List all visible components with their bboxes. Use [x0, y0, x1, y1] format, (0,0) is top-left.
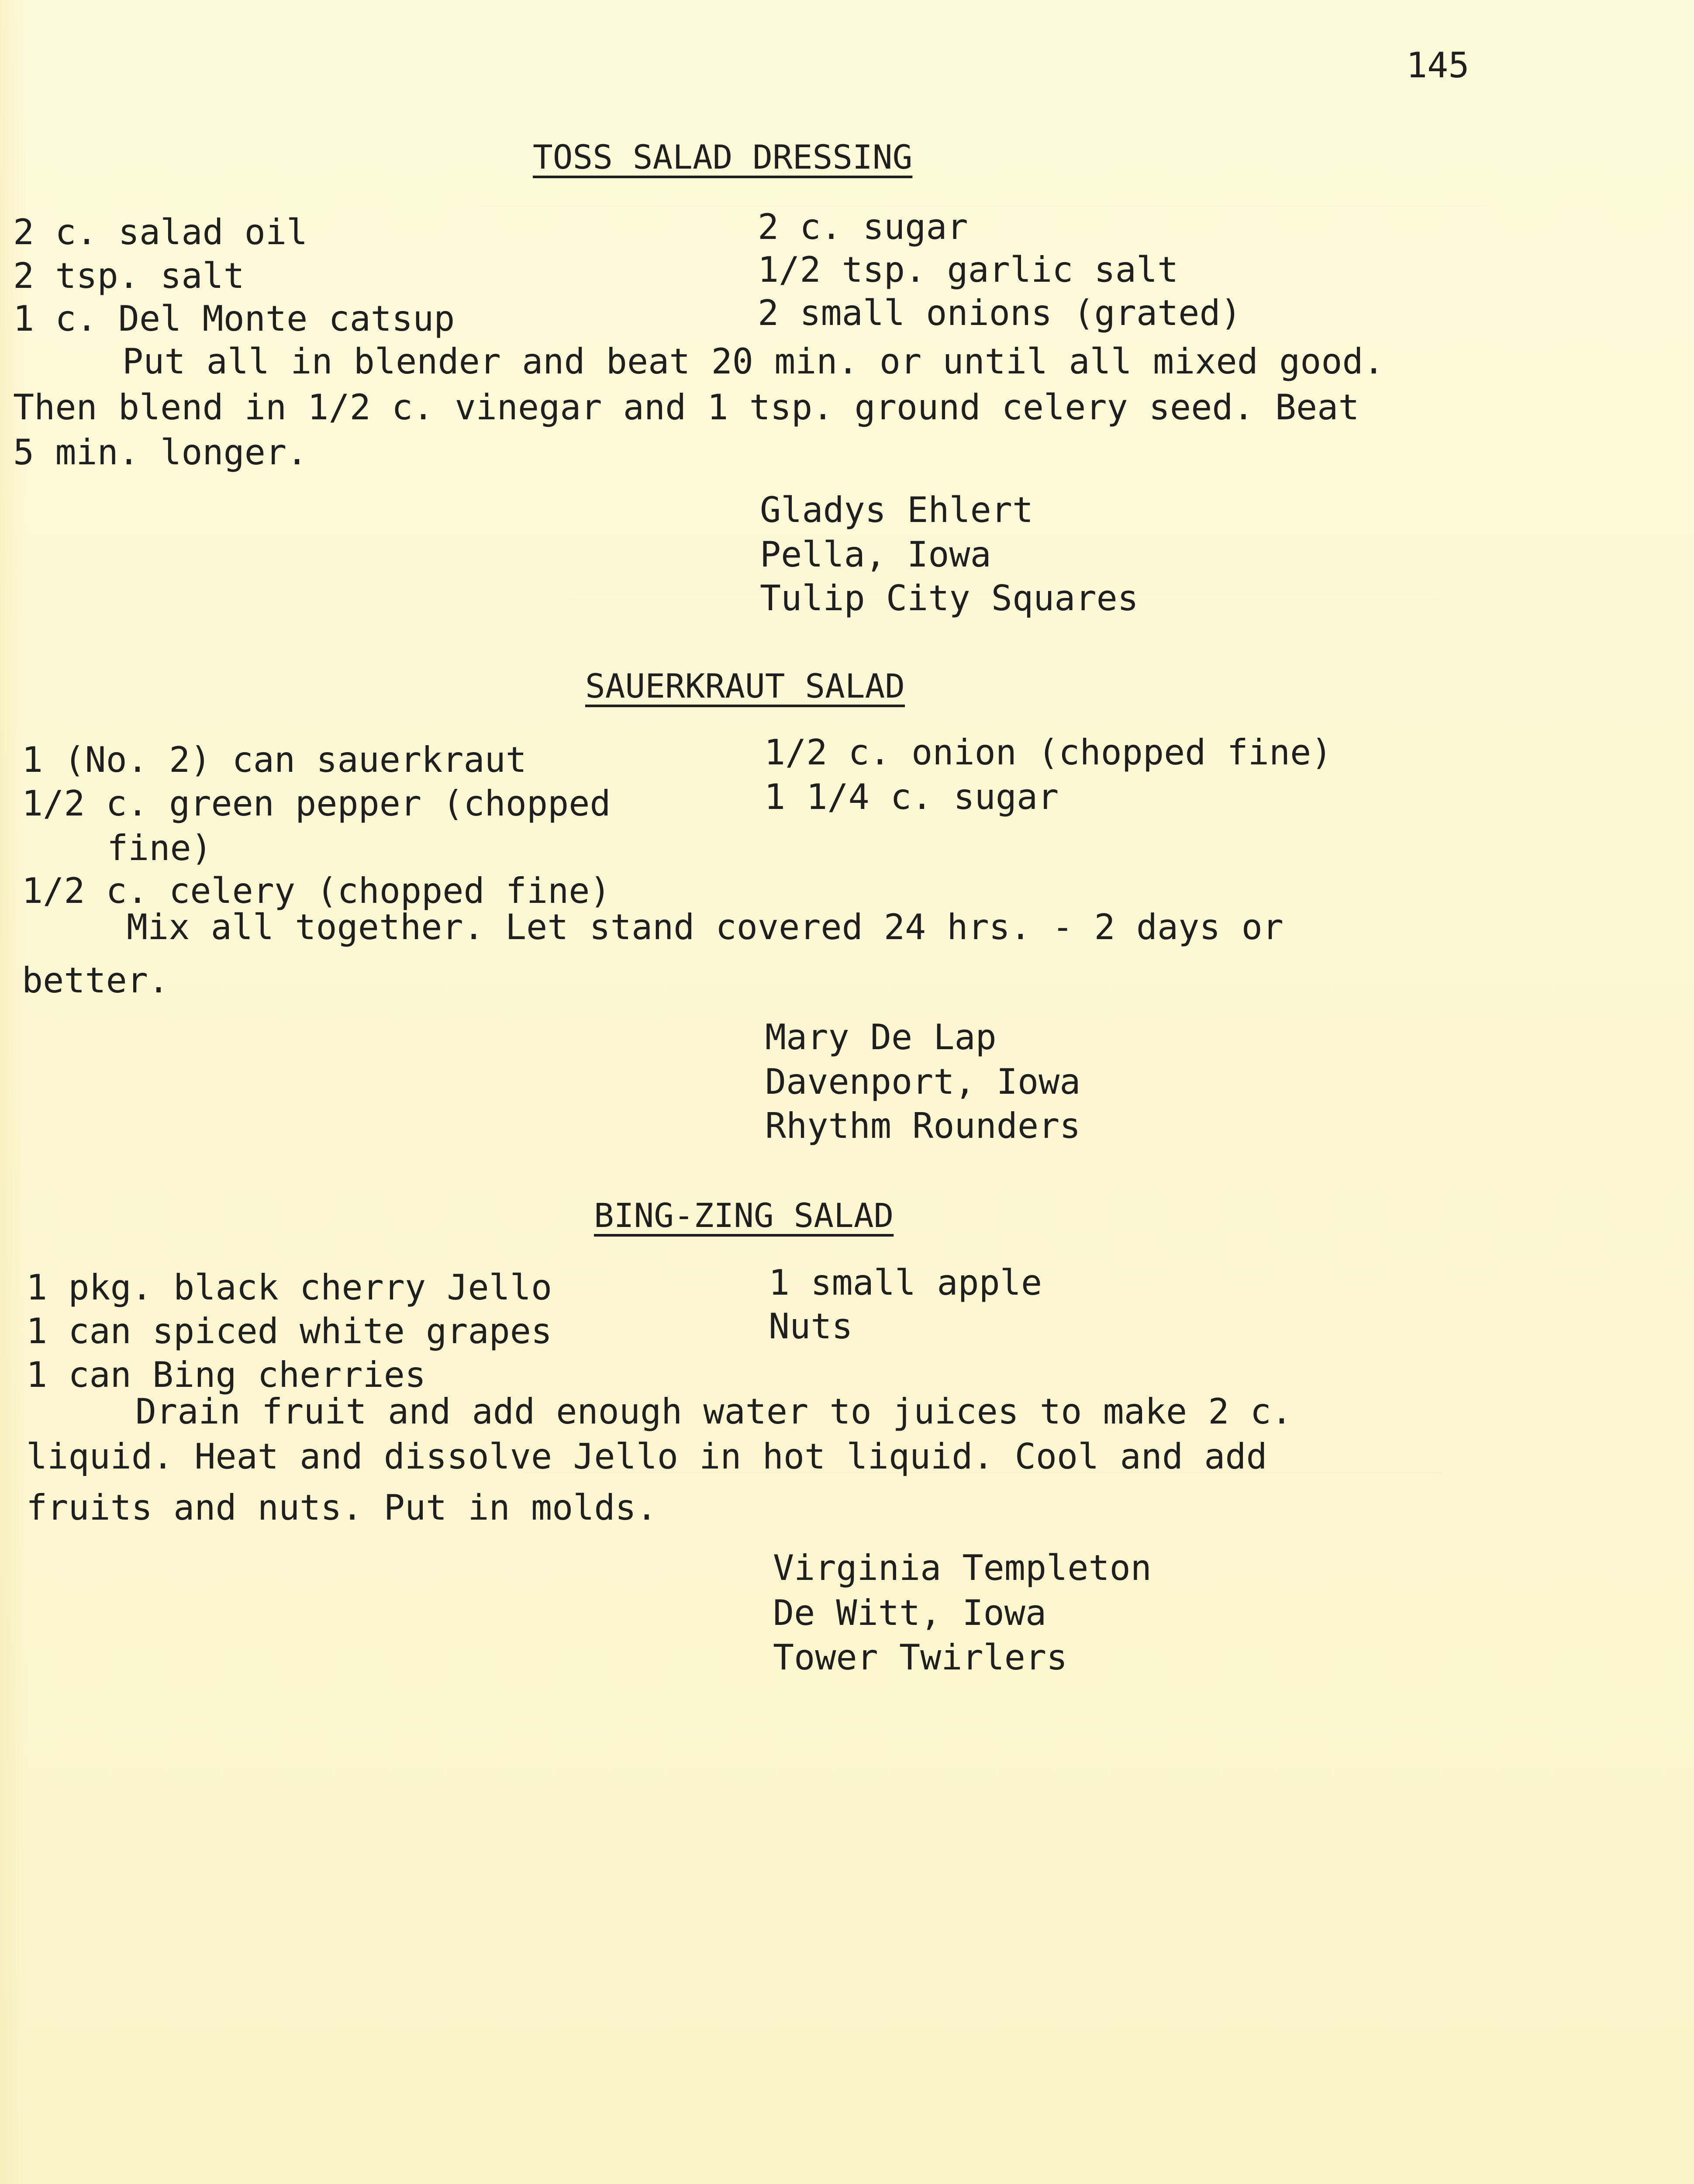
ingredient: 1 1/4 c. sugar — [764, 777, 1059, 817]
ingredient: 1/2 c. onion (chopped fine) — [764, 732, 1332, 773]
direction-line: liquid. Heat and dissolve Jello in hot liquid. Cool and add — [26, 1436, 1267, 1477]
credit-town: Pella, Iowa — [760, 534, 991, 575]
ingredient: 1 small apple — [769, 1262, 1042, 1303]
recipe-title-text: TOSS SALAD DRESSING — [533, 138, 913, 176]
ingredient: 1 c. Del Monte catsup — [13, 298, 455, 339]
credit-club: Tower Twirlers — [773, 1637, 1068, 1678]
direction-line: fruits and nuts. Put in molds. — [26, 1487, 657, 1528]
direction-line: Mix all together. Let stand covered 24 hrs. - 2 days or — [127, 907, 1284, 947]
ingredient: 2 c. salad oil — [13, 212, 308, 252]
direction-line: Then blend in 1/2 c. vinegar and 1 tsp. ground celery seed. Beat — [13, 387, 1359, 428]
credit-club: Tulip City Squares — [760, 578, 1139, 619]
ingredient: 1/2 c. celery (chopped fine) — [22, 871, 611, 911]
credit-name: Virginia Templeton — [773, 1548, 1152, 1588]
ingredient: 2 tsp. salt — [13, 256, 245, 296]
ingredient: 2 c. sugar — [758, 207, 968, 247]
ingredient: 1 (No. 2) can sauerkraut — [22, 740, 527, 780]
recipe-title — [585, 667, 905, 705]
ingredient: Nuts — [769, 1306, 853, 1347]
ingredient: 1/2 c. green pepper (chopped — [22, 783, 611, 824]
recipe-title-text: SAUERKRAUT SALAD — [585, 667, 905, 705]
credit-town: De Witt, Iowa — [773, 1593, 1047, 1633]
credit-town: Davenport, Iowa — [765, 1061, 1081, 1102]
ingredient: fine) — [107, 828, 212, 868]
direction-line: Drain fruit and add enough water to juices to make 2 c. — [135, 1391, 1293, 1432]
direction-line: 5 min. longer. — [13, 432, 308, 473]
recipe-title — [533, 138, 913, 176]
ingredient: 1 can Bing cherries — [26, 1355, 426, 1395]
ingredient: 1 can spiced white grapes — [26, 1311, 552, 1351]
ingredient: 1 pkg. black cherry Jello — [26, 1267, 552, 1308]
direction-line: better. — [22, 960, 169, 1001]
ingredient: 1/2 tsp. garlic salt — [758, 249, 1179, 290]
ingredient: 2 small onions (grated) — [758, 293, 1242, 333]
recipe-title-text: BING-ZING SALAD — [594, 1196, 894, 1235]
page-number: 145 — [1406, 45, 1470, 86]
credit-name: Gladys Ehlert — [760, 490, 1034, 530]
recipe-title — [594, 1196, 894, 1235]
direction-line: Put all in blender and beat 20 min. or until all mixed good. — [122, 341, 1384, 382]
credit-name: Mary De Lap — [765, 1017, 997, 1057]
credit-club: Rhythm Rounders — [765, 1106, 1081, 1146]
